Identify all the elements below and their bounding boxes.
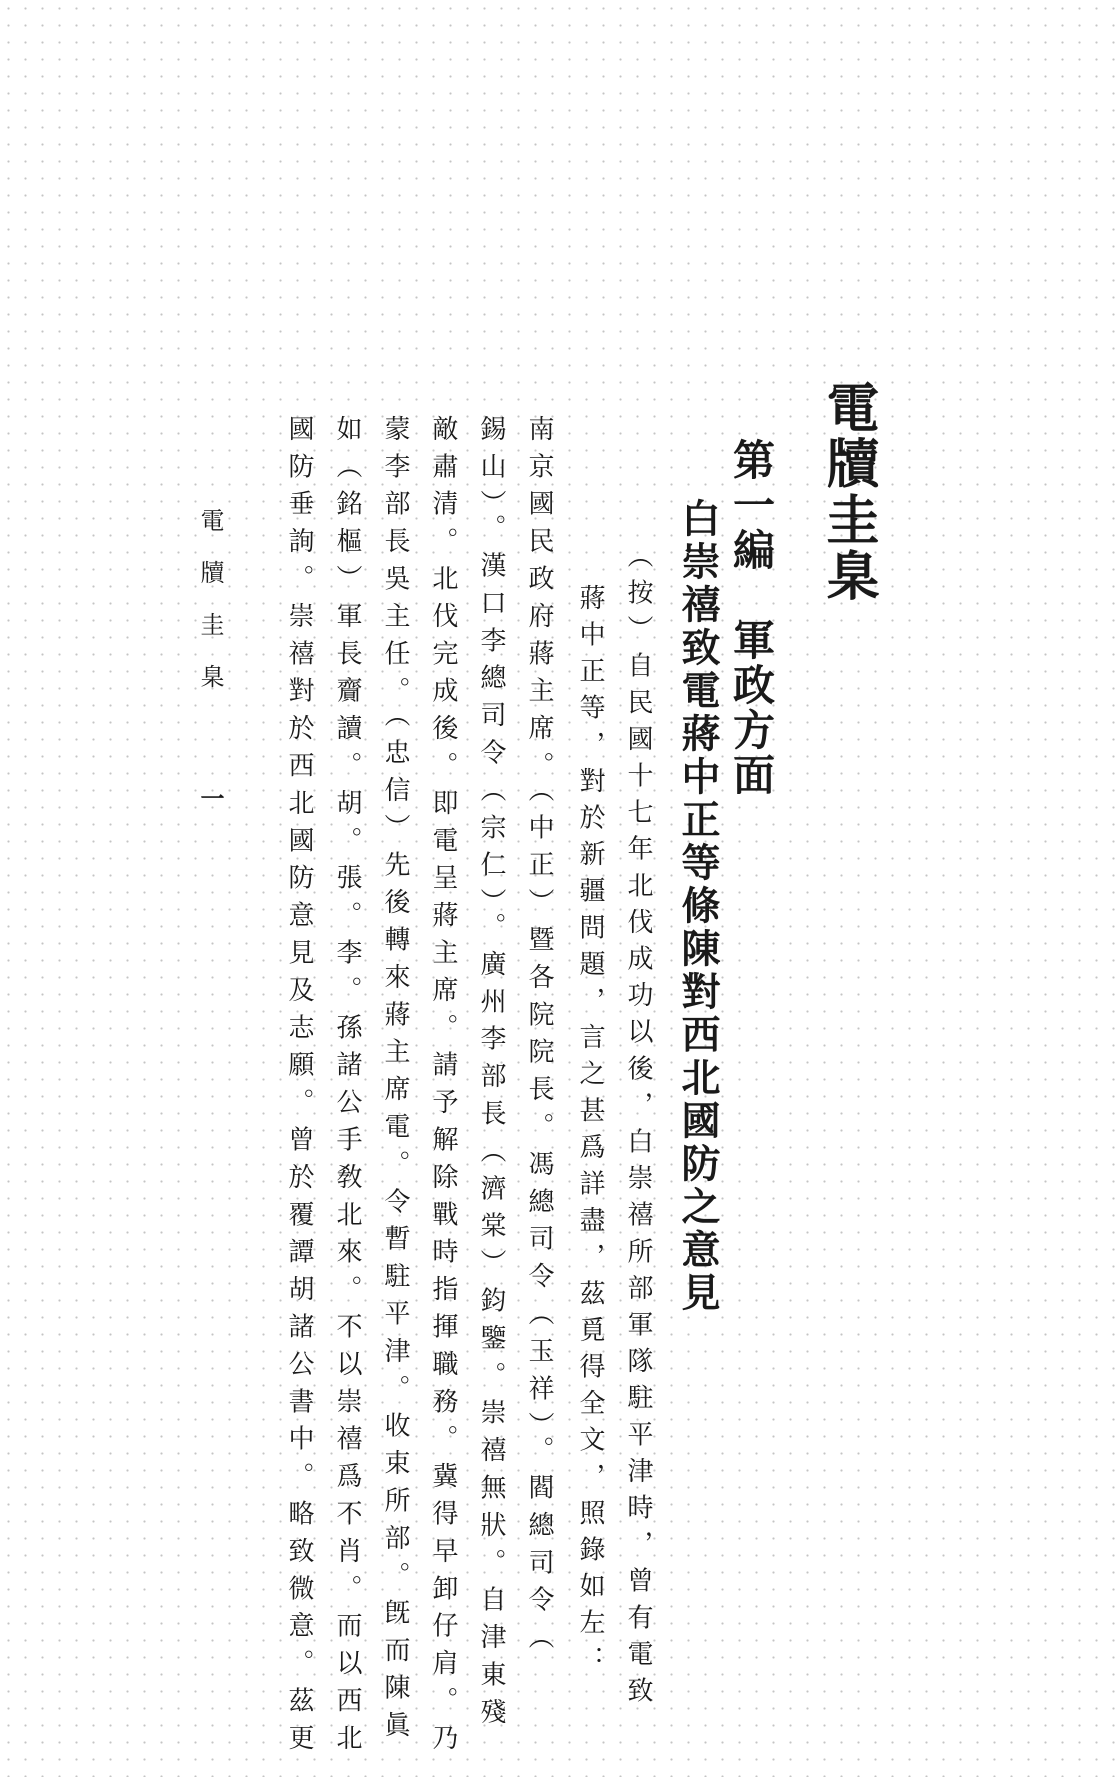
chapter-title: 白崇禧致電蔣中正等條陳對西北國防之意見 — [675, 498, 721, 1315]
editor-note-line: （按）自民國十七年北伐成功以後，白崇禧所部軍隊駐平津時，曾有電致 — [623, 542, 653, 1714]
book-title: 電牘圭臬 — [818, 380, 880, 604]
page-number: 一 — [196, 786, 225, 810]
body-text-line: 敵肅清。北伐完成後。即電呈蔣主席。請予解除戰時指揮職務。冀得早卸仔肩。乃 — [428, 415, 458, 1762]
body-text-line: 南京國民政府蔣主席。（中正）暨各院院長。馮總司令（玉祥）。閻總司令（ — [524, 415, 554, 1661]
body-text-line: 蒙李部長吳主任。（忠信）先後轉來蔣主席電。令暫駐平津。收束所部。旣而陳眞 — [380, 415, 410, 1749]
body-text-line: 國防垂詢。崇禧對於西北國防意見及志願。曾於覆譚胡諸公書中。略致微意。茲更 — [284, 415, 314, 1762]
editor-note-line: 蔣中正等，對於新疆問題，言之甚爲詳盡，茲覓得全文，照錄如左： — [575, 584, 605, 1682]
running-head: 電牘圭臬 — [196, 508, 224, 716]
body-text-line: 錫山）。漢口李總司令（宗仁）。廣州李部長（濟棠）鈞鑒。崇禧無狀。自津東殘 — [476, 415, 506, 1736]
part-title: 第一編 軍政方面 — [727, 438, 776, 798]
body-text-line: 如（銘樞）軍長齎讀。胡。張。李。孫諸公手敎北來。不以崇禧爲不肖。而以西北 — [332, 415, 362, 1762]
